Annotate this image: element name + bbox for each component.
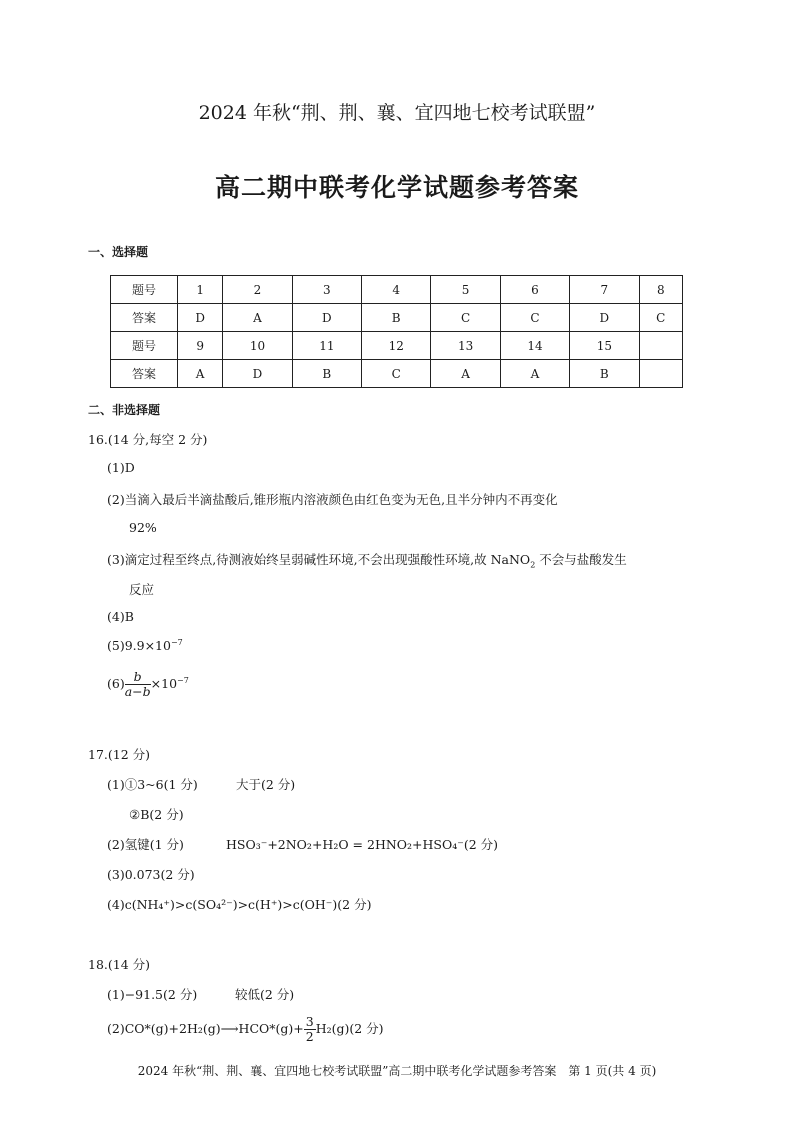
q16-answer-5	[107, 638, 183, 653]
q16-answer-6	[107, 670, 189, 699]
q16-a3-pre: (3)滴定过程至终点,待测液始终呈弱碱性环境,不会出现强酸性环境,故 NaNO	[107, 552, 531, 567]
q18-a2-num: 3	[305, 1014, 314, 1029]
answer-table-cell: C	[639, 304, 682, 332]
answer-table-row	[111, 304, 683, 332]
q18-answer-1: (1)−91.5(2 分)	[107, 987, 198, 1002]
answer-table-row-label: 题号	[111, 276, 178, 304]
answer-table-cell: D	[178, 304, 223, 332]
q16-a6-num: b	[125, 670, 151, 685]
q16-a5-exp: −7	[170, 638, 183, 647]
q18-answer-1b: 较低(2 分)	[235, 987, 295, 1002]
q16-a6-post: ×10	[150, 676, 178, 691]
q16-a3-post: 不会与盐酸发生	[535, 552, 627, 567]
q17-answer-1c: ②B(2 分)	[129, 807, 184, 822]
answer-table-cell: A	[500, 360, 569, 388]
q16-answer-4: (4)B	[107, 609, 134, 624]
q18-a2-post: H₂(g)(2 分)	[315, 1021, 384, 1036]
answer-table-cell: A	[223, 304, 292, 332]
answer-table-cell: 2	[223, 276, 292, 304]
q18-answer-2	[107, 1015, 384, 1044]
answer-table-cell	[639, 332, 682, 360]
q16-answer-3	[107, 550, 627, 570]
q16-a6-den: a−b	[124, 684, 151, 699]
q16-a6-exp: −7	[177, 675, 189, 685]
q16-a3-sub: 2	[530, 560, 536, 570]
answer-table-cell: 1	[178, 276, 223, 304]
answer-table-row	[111, 360, 683, 388]
q16-answer-1: (1)D	[107, 460, 135, 475]
q18-a2-pre: (2)CO*(g)+2H₂(g)⟶HCO*(g)+	[107, 1021, 304, 1036]
page-title: 高二期中联考化学试题参考答案	[214, 173, 579, 202]
answer-table-cell: 12	[362, 332, 431, 360]
q17-answer-1: (1)①3~6(1 分)	[107, 777, 198, 792]
answer-table-cell: 11	[292, 332, 361, 360]
section-heading-nonchoice: 二、非选择题	[88, 403, 161, 417]
answer-table-cell: 7	[570, 276, 639, 304]
exam-subtitle: 2024 年秋“荆、荆、襄、宜四地七校考试联盟”	[198, 102, 596, 124]
q16-a6-fraction	[125, 670, 151, 699]
answer-table-row-label: 题号	[111, 332, 178, 360]
answer-table-cell: 10	[223, 332, 292, 360]
answer-table-cell: 14	[500, 332, 569, 360]
answer-table-cell: 6	[500, 276, 569, 304]
answer-table	[110, 275, 683, 388]
q17-answer-2-equation: HSO₃⁻+2NO₂+H₂O = 2HNO₂+HSO₄⁻(2 分)	[226, 837, 499, 852]
answer-table-cell: A	[431, 360, 500, 388]
answer-table-cell	[639, 360, 682, 388]
q17-answer-1b: 大于(2 分)	[236, 777, 296, 792]
answer-table-cell: C	[362, 360, 431, 388]
answer-table-row	[111, 332, 683, 360]
answer-table-cell: B	[292, 360, 361, 388]
answer-table-cell: 15	[570, 332, 639, 360]
answer-table-cell: 8	[639, 276, 682, 304]
answer-table-cell: 5	[431, 276, 500, 304]
q16-answer-2b: 92%	[129, 520, 157, 535]
answer-table-cell: C	[500, 304, 569, 332]
q16-answer-3b: 反应	[129, 582, 155, 597]
answer-table-cell: D	[223, 360, 292, 388]
q18-a2-den: 2	[305, 1029, 314, 1044]
question-16-title: 16.(14 分,每空 2 分)	[88, 432, 208, 447]
question-18-title: 18.(14 分)	[88, 957, 151, 972]
answer-table-cell: 9	[178, 332, 223, 360]
answer-table-cell: 3	[292, 276, 361, 304]
answer-table-cell: 4	[362, 276, 431, 304]
q17-answer-3: (3)0.073(2 分)	[107, 867, 195, 882]
q16-a6-pre: (6)	[107, 676, 125, 691]
answer-table-row-label: 答案	[111, 304, 178, 332]
answer-table-cell: B	[570, 360, 639, 388]
page-footer: 2024 年秋“荆、荆、襄、宜四地七校考试联盟”高二期中联考化学试题参考答案 第 1 页(共 4 页)	[137, 1064, 657, 1078]
q16-answer-2: (2)当滴入最后半滴盐酸后,锥形瓶内溶液颜色由红色变为无色,且半分钟内不再变化	[107, 492, 558, 507]
q17-answer-4: (4)c(NH₄⁺)>c(SO₄²⁻)>c(H⁺)>c(OH⁻)(2 分)	[107, 897, 372, 912]
answer-table-cell: D	[292, 304, 361, 332]
answer-table-cell: C	[431, 304, 500, 332]
q17-answer-2: (2)氢键(1 分)	[107, 837, 184, 852]
q18-a2-fraction	[304, 1015, 316, 1044]
answer-table-cell: D	[570, 304, 639, 332]
answer-table-row	[111, 276, 683, 304]
answer-table-cell: 13	[431, 332, 500, 360]
answer-table-row-label: 答案	[111, 360, 178, 388]
q16-a5-base: (5)9.9×10	[107, 638, 171, 654]
answer-table-cell: A	[178, 360, 223, 388]
answer-table-cell: B	[362, 304, 431, 332]
section-heading-choice: 一、选择题	[88, 245, 149, 259]
question-17-title: 17.(12 分)	[88, 747, 151, 762]
